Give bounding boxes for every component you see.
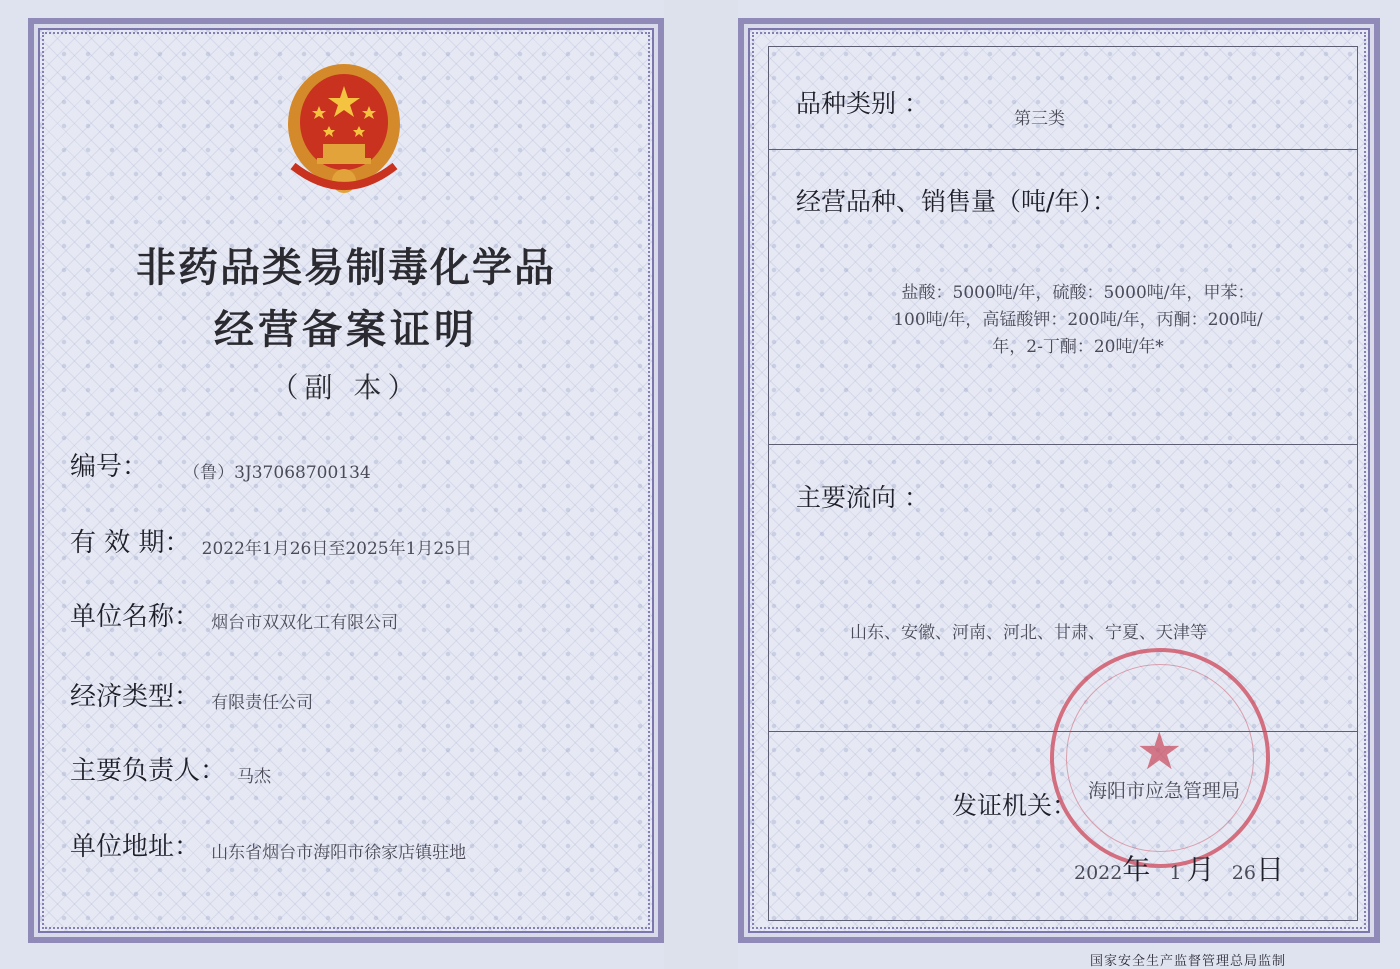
flow-label: 主要流向 ： xyxy=(796,483,929,512)
field-label: 单位名称： xyxy=(70,602,201,632)
issuer-label: 发证机关： xyxy=(952,791,1078,820)
date-day-unit: 日 xyxy=(1255,853,1284,886)
products-list xyxy=(828,280,1328,361)
footer-supervisor-note: 国家安全生产监督管理总局监制 xyxy=(1090,954,1287,969)
products-line: 年，2-丁酮：20吨/年* xyxy=(992,337,1164,357)
document-title: 非药品类易制毒化学品 xyxy=(136,244,556,291)
date-month-unit: 月 xyxy=(1186,853,1215,886)
issuer-value: 海阳市应急管理局 xyxy=(1088,780,1241,802)
field-label: 单位地址： xyxy=(70,832,201,862)
date-day: 26 xyxy=(1231,862,1256,884)
table-divider xyxy=(769,149,1357,150)
field-address xyxy=(70,826,466,863)
field-value: 有限责任公司 xyxy=(211,693,314,713)
field-validity xyxy=(70,522,472,559)
field-value: 烟台市双双化工有限公司 xyxy=(211,613,399,633)
field-number xyxy=(70,446,371,483)
field-value: （鲁）3J37068700134 xyxy=(183,463,371,483)
seal-star-icon: ★ xyxy=(1136,722,1183,782)
official-seal xyxy=(1050,648,1270,868)
certificate-right-page xyxy=(738,18,1380,943)
date-month: 1 xyxy=(1169,862,1182,884)
date-year-unit: 年 xyxy=(1122,853,1151,886)
document-subtitle: 经营备案证明 xyxy=(214,306,478,353)
flow-value: 山东、安徽、河南、河北、甘肃、宁夏、天津等 xyxy=(850,623,1207,643)
category-label: 品种类别 ： xyxy=(796,89,929,118)
national-emblem-icon xyxy=(283,56,405,202)
field-company-name xyxy=(70,596,398,633)
copy-label: （副 本） xyxy=(270,371,422,404)
products-line: 100吨/年，高锰酸钾：200吨/年，丙酮：200吨/ xyxy=(893,310,1263,330)
products-label: 经营品种、销售量（吨/年）： xyxy=(796,187,1117,216)
date-year: 2022 xyxy=(1074,862,1123,884)
field-responsible-person xyxy=(70,750,271,787)
field-label: 编号： xyxy=(70,452,149,482)
field-label: 经济类型： xyxy=(70,682,201,712)
issue-date xyxy=(1074,848,1284,888)
field-economic-type xyxy=(70,676,313,713)
certificate-left-page xyxy=(28,18,664,943)
field-value: 马杰 xyxy=(237,767,272,787)
category-value: 第三类 xyxy=(1014,109,1065,129)
field-value: 山东省烟台市海阳市徐家店镇驻地 xyxy=(211,843,467,863)
field-label: 有 效 期： xyxy=(70,528,191,558)
products-line: 盐酸：5000吨/年，硫酸：5000吨/年，甲苯： xyxy=(901,283,1255,303)
field-value: 2022年1月26日至2025年1月25日 xyxy=(201,539,473,559)
page-spine xyxy=(664,0,738,969)
field-label: 主要负责人： xyxy=(70,756,227,786)
table-divider xyxy=(769,444,1357,445)
